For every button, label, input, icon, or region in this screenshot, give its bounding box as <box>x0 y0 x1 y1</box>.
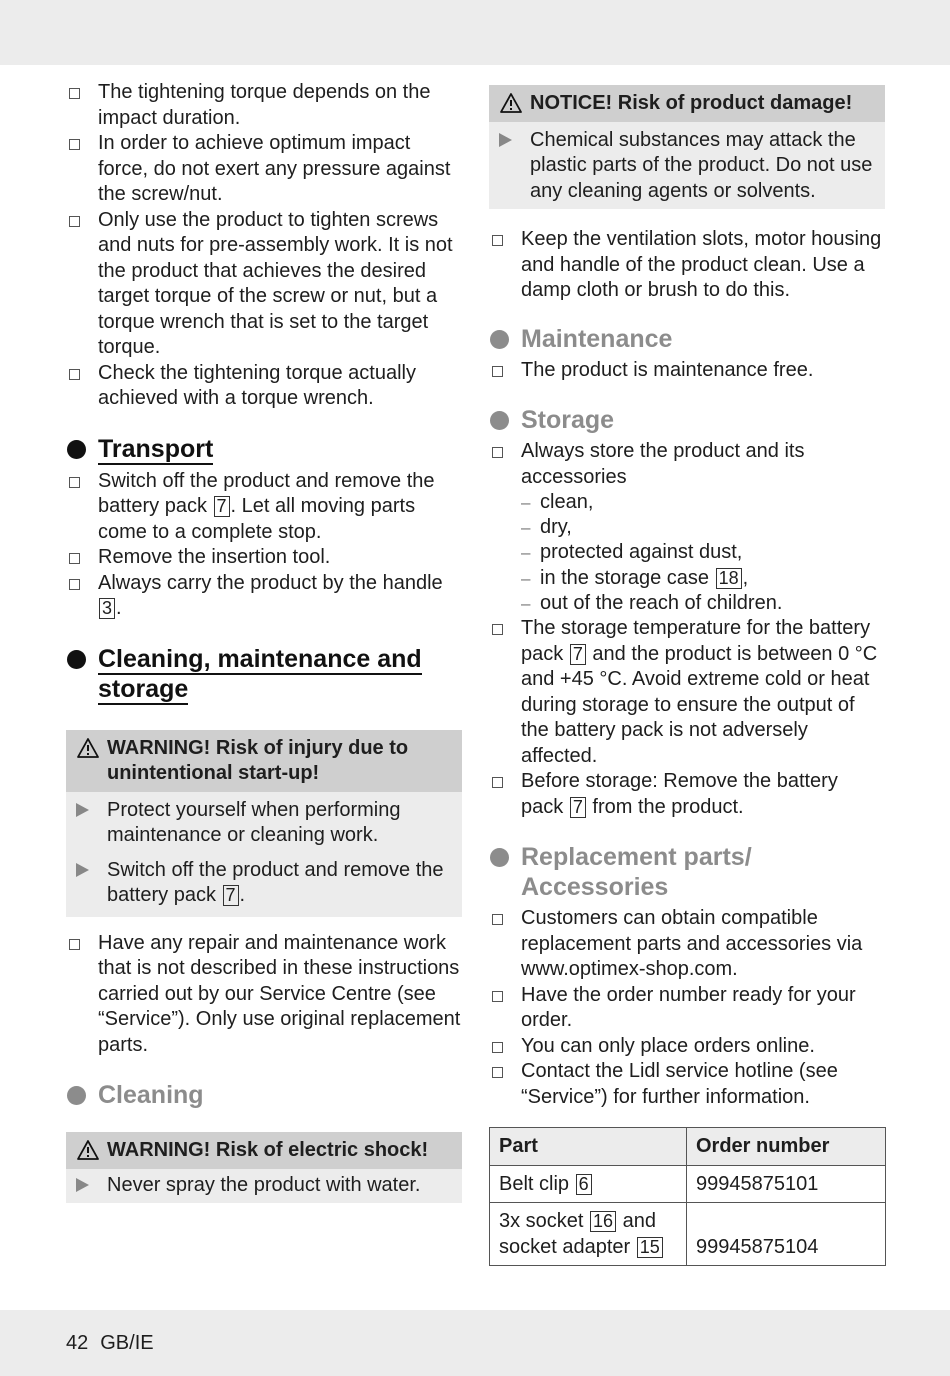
warning-box-electric-shock <box>66 1132 462 1203</box>
list-item: Check the tightening torque actually achieved with a torque wrench. <box>66 361 462 412</box>
notice-title: NOTICE! Risk of product damage! <box>489 85 885 122</box>
column-header-part: Part <box>490 1128 687 1166</box>
table-header-row <box>490 1128 886 1166</box>
header-band <box>0 0 950 65</box>
page-number: 42 <box>66 1332 89 1354</box>
list-item: Before storage: Remove the battery pack 7 from the product. <box>489 769 885 820</box>
checkbox-bullet-icon <box>492 1067 503 1078</box>
warning-triangle-icon <box>77 738 99 758</box>
checkbox-bullet-icon <box>69 579 80 590</box>
checkbox-bullet-icon <box>492 991 503 1002</box>
replacement-list <box>489 906 885 1110</box>
checkbox-bullet-icon <box>69 477 80 488</box>
table-row <box>490 1203 886 1266</box>
list-item: You can only place orders online. <box>489 1034 885 1060</box>
right-column <box>489 85 885 1266</box>
storage-list <box>489 439 885 820</box>
parts-table <box>489 1127 886 1266</box>
list-item: In order to achieve optimum impact force, do not exert any pressure against the screw/nut. <box>66 131 462 208</box>
warning-item: Protect yourself when performing maintenance or cleaning work. <box>107 798 452 849</box>
ventilation-list <box>489 227 885 304</box>
list-item: Keep the ventilation slots, motor housing and handle of the product clean. Use a damp cloth or brush to do this. <box>489 227 885 304</box>
arrow-bullet-icon <box>76 803 89 817</box>
bullet-dot-icon <box>67 650 86 669</box>
storage-heading: Storage <box>489 405 885 435</box>
sub-list-item: – clean, <box>489 490 885 515</box>
warning-triangle-icon <box>500 93 522 113</box>
arrow-bullet-icon <box>76 1178 89 1192</box>
list-item: Remove the insertion tool. <box>66 545 462 571</box>
checkbox-bullet-icon <box>69 216 80 227</box>
sub-list-item: – protected against dust, <box>489 540 885 565</box>
list-item: Always carry the product by the handle 3 . <box>66 571 462 622</box>
table-cell-part: 3x socket 16 and socket adapter 15 <box>490 1203 687 1266</box>
list-item: Switch off the product and remove the battery pack 7 . Let all moving parts come to a complete stop. <box>66 469 462 546</box>
maintenance-list <box>489 358 885 384</box>
checkbox-bullet-icon <box>69 369 80 380</box>
list-item: The storage temperature for the battery pack 7 and the product is between 0 °C and +45 °C. Avoid extreme cold or heat during storage to ensure the output of the battery pack is not adversely affected. <box>489 616 885 769</box>
checkbox-bullet-icon <box>492 624 503 635</box>
warning-item: Switch off the product and remove the battery pack 7 . <box>107 858 452 909</box>
list-item: Customers can obtain compatible replacement parts and accessories via www.optimex-shop.com. <box>489 906 885 983</box>
torque-list <box>66 80 462 412</box>
list-item: Have the order number ready for your order. <box>489 983 885 1034</box>
notice-item: Chemical substances may attack the plastic parts of the product. Do not use any cleaning agents or solvents. <box>530 128 875 205</box>
cleaning-maintenance-storage-heading: Cleaning, maintenance and storage <box>66 644 462 704</box>
sub-list-item: – out of the reach of children. <box>489 591 885 616</box>
sub-list-item: – dry, <box>489 515 885 540</box>
part-number: 3 <box>99 598 115 619</box>
language-code: GB/IE <box>100 1332 154 1354</box>
list-item: Always store the product and its accessories <box>489 439 885 490</box>
bullet-dot-icon <box>67 440 86 459</box>
table-cell-order-number: 99945875104 <box>687 1203 886 1266</box>
checkbox-bullet-icon <box>69 139 80 150</box>
transport-list <box>66 469 462 622</box>
part-number: 6 <box>576 1174 592 1195</box>
part-number: 16 <box>590 1211 616 1232</box>
list-item: Only use the product to tighten screws and nuts for pre-assembly work. It is not the product that achieves the desired target torque of the screw or nut, but a torque wrench that is set to the target torque. <box>66 208 462 361</box>
maintenance-heading: Maintenance <box>489 324 885 354</box>
warning-box-start-up <box>66 730 462 917</box>
column-header-order-number: Order number <box>687 1128 886 1166</box>
part-number: 7 <box>214 496 230 517</box>
warning-triangle-icon <box>77 1140 99 1160</box>
checkbox-bullet-icon <box>492 777 503 788</box>
list-item: Have any repair and maintenance work that is not described in these instructions carried out by our Service Centre (see “Service”). Only use original replacement parts. <box>66 931 462 1059</box>
checkbox-bullet-icon <box>492 914 503 925</box>
arrow-bullet-icon <box>76 863 89 877</box>
list-item: The product is maintenance free. <box>489 358 885 384</box>
part-number: 7 <box>570 797 586 818</box>
cleaning-heading: Cleaning <box>66 1080 462 1110</box>
checkbox-bullet-icon <box>492 447 503 458</box>
warning-title: WARNING! Risk of electric shock! <box>66 1132 462 1169</box>
list-item: The tightening torque depends on the impact duration. <box>66 80 462 131</box>
part-number: 7 <box>223 885 239 906</box>
transport-heading: Transport <box>66 434 462 464</box>
table-cell-part: Belt clip 6 <box>490 1165 687 1203</box>
arrow-bullet-icon <box>499 133 512 147</box>
warning-item: Never spray the product with water. <box>107 1173 452 1199</box>
notice-box <box>489 85 885 209</box>
part-number: 18 <box>716 568 742 589</box>
table-row <box>490 1165 886 1203</box>
bullet-dot-icon <box>490 411 509 430</box>
checkbox-bullet-icon <box>492 366 503 377</box>
table-cell-order-number: 99945875101 <box>687 1165 886 1203</box>
part-number: 15 <box>637 1237 663 1258</box>
checkbox-bullet-icon <box>492 1042 503 1053</box>
warning-title: WARNING! Risk of injury due to unintentional start-up! <box>66 730 462 792</box>
sub-list-item: – in the storage case 18 , <box>489 566 885 591</box>
bullet-dot-icon <box>67 1086 86 1105</box>
bullet-dot-icon <box>490 330 509 349</box>
checkbox-bullet-icon <box>69 939 80 950</box>
checkbox-bullet-icon <box>69 553 80 564</box>
checkbox-bullet-icon <box>69 88 80 99</box>
page-footer <box>66 1331 166 1355</box>
bullet-dot-icon <box>490 848 509 867</box>
list-item: Contact the Lidl service hotline (see “Service”) for further information. <box>489 1059 885 1110</box>
repair-list <box>66 931 462 1059</box>
part-number: 7 <box>570 644 586 665</box>
replacement-parts-heading: Replacement parts/ Accessories <box>489 842 885 902</box>
checkbox-bullet-icon <box>492 235 503 246</box>
left-column <box>66 80 462 1203</box>
